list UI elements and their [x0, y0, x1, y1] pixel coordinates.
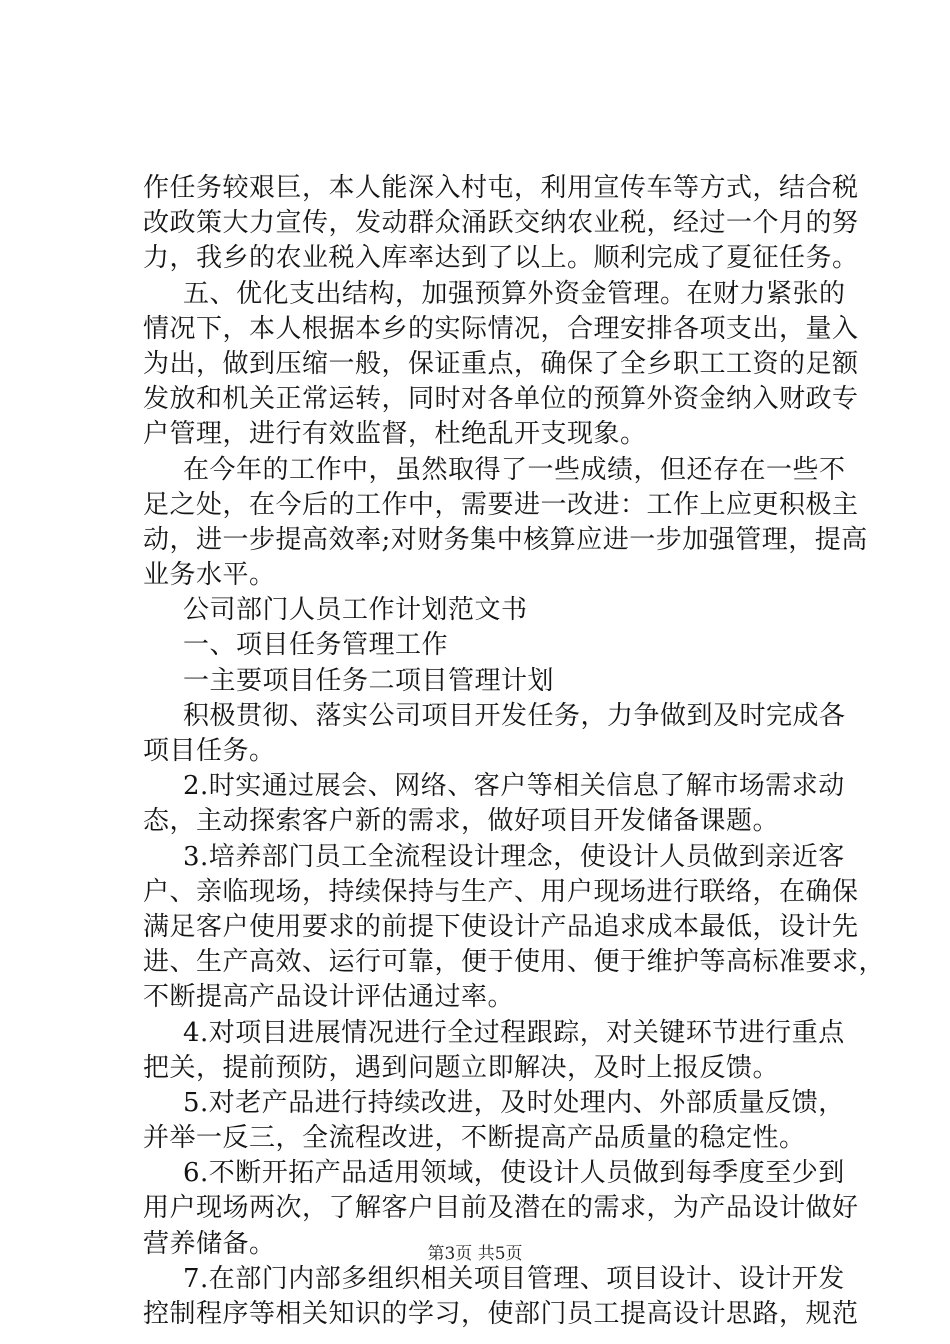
- text-line: 项目任务。: [143, 736, 276, 766]
- text-line: 力，我乡的农业税入库率达到了以上。顺利完成了夏征任务。: [143, 243, 859, 274]
- section-heading: 一、项目任务管理工作: [183, 630, 449, 661]
- text-line: 为出，做到压缩一般，保证重点，确保了全乡职工工资的足额: [143, 348, 859, 379]
- text-line: 发放和机关正常运转，同时对各单位的预算外资金纳入财政专: [143, 384, 859, 415]
- text-line: 动，进一步提高效率;对财务集中核算应进一步加强管理，提高: [143, 524, 868, 555]
- list-item-start: 5.对老产品进行持续改进，及时处理内、外部质量反馈，: [183, 1087, 845, 1118]
- text-line: 不断提高产品设计评估通过率。: [143, 982, 515, 1013]
- text-line: 户、亲临现场，持续保持与生产、用户现场进行联络，在确保: [143, 876, 859, 907]
- page-number: 第3页 共5页: [427, 1244, 523, 1264]
- paragraph-start: 五、优化支出结构，加强预算外资金管理。在财力紧张的: [183, 278, 846, 309]
- text-line: 把关，提前预防，遇到问题立即解决，及时上报反馈。: [143, 1052, 780, 1083]
- list-item-start: 4.对项目进展情况进行全过程跟踪，对关键环节进行重点: [183, 1017, 845, 1048]
- text-line: 态，主动探索客户新的需求，做好项目开发储备课题。: [143, 806, 780, 837]
- paragraph-start: 在今年的工作中，虽然取得了一些成绩，但还存在一些不: [183, 454, 846, 485]
- section-heading: 公司部门人员工作计划范文书: [183, 595, 528, 626]
- document-body: [143, 171, 886, 1332]
- text-line: 情况下，本人根据本乡的实际情况，合理安排各项支出，量入: [143, 313, 859, 344]
- text-line: 改政策大力宣传，发动群众涌跃交纳农业税，经过一个月的努: [143, 208, 859, 239]
- list-item-start: 2.时实通过展会、网络、客户等相关信息了解市场需求动: [183, 771, 845, 802]
- list-item-start: 3.培养部门员工全流程设计理念，使设计人员做到亲近客: [183, 841, 845, 872]
- text-line: 户管理，进行有效监督，杜绝乱开支现象。: [143, 419, 647, 450]
- text-line: 足之处，在今后的工作中，需要进一改进：工作上应更积极主: [143, 489, 859, 520]
- text-line: 控制程序等相关知识的学习，使部门员工提高设计思路，规范: [143, 1299, 859, 1329]
- text-line: 作任务较艰巨，本人能深入村屯，利用宣传车等方式，结合税: [143, 173, 859, 203]
- list-item-start: 6.不断开拓产品适用领域，使设计人员做到每季度至少到: [183, 1158, 845, 1189]
- text-line: 用户现场两次，了解客户目前及潜在的需求，为产品设计做好: [143, 1193, 859, 1224]
- text-line: 业务水平。: [143, 560, 276, 591]
- section-heading: 一主要项目任务二项目管理计划: [183, 665, 555, 696]
- list-item-start: 7.在部门内部多组织相关项目管理、项目设计、设计开发: [183, 1263, 845, 1294]
- paragraph-start: 积极贯彻、落实公司项目开发任务，力争做到及时完成各: [183, 700, 846, 731]
- page-footer: [0, 1243, 950, 1265]
- text-line: 进、生产高效、运行可靠，便于使用、便于维护等高标准要求，: [143, 947, 886, 978]
- text-line: 并举一反三，全流程改进，不断提高产品质量的稳定性。: [143, 1123, 806, 1154]
- text-line: 营养储备。: [143, 1228, 276, 1259]
- text-line: 满足客户使用要求的前提下使设计产品追求成本最低，设计先: [143, 911, 859, 942]
